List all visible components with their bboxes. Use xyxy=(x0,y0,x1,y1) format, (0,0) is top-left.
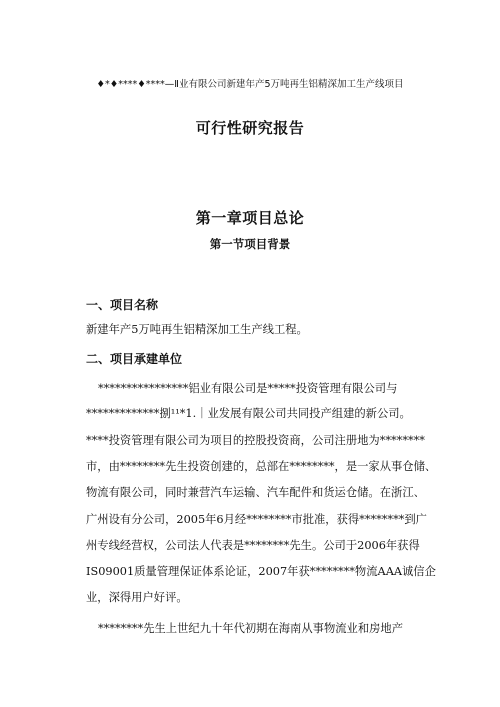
paragraph-line: ****投资管理有限公司为项目的控股投资商，公司注册地为******** xyxy=(86,434,425,447)
paragraph-line: 广州设有分公司，2005年6月经********市批准，获得********到广 xyxy=(86,513,427,526)
paragraph-line: IS09001质量管理保证体系论证，2007年获********物流AAA诚信企 xyxy=(86,565,436,578)
heading-contractor: 二、项目承建单位 xyxy=(86,352,183,366)
report-title: 可行性研究报告 xyxy=(195,119,305,137)
paragraph-line: ********先生上世纪九十年代初期在海南从事物流业和房地产 xyxy=(98,622,404,635)
paragraph-line: 市，由********先生投资创建的，总部在********，是一家从事仓储、 xyxy=(86,460,437,473)
paragraph-line: 州专线经营权，公司法人代表是********先生。公司于2006年获得 xyxy=(86,539,420,552)
chapter-title: 第一章项目总论 xyxy=(195,209,305,227)
paragraph-line: 业，深得用户好评。 xyxy=(86,591,188,604)
paragraph-line: 物流有限公司，同时兼营汽车运输、汽车配件和货运仓储。在浙江、 xyxy=(86,486,425,499)
project-name-paragraph: 新建年产5万吨再生铝精深加工生产线工程。 xyxy=(86,323,308,336)
paragraph-line: *************捌¹¹*1.｜业发展有限公司共同投产组建的新公司。 xyxy=(86,407,411,420)
paragraph-line: ****************铝业有限公司是*****投资管理有限公司与 xyxy=(98,382,398,395)
heading-project-name: 一、项目名称 xyxy=(86,298,159,312)
section-title: 第一节项目背景 xyxy=(209,237,291,251)
document-header: ♦*♦****♦****—Ⅱ业有限公司新建年产5万吨再生铝精深加工生产线项目 xyxy=(96,79,404,90)
